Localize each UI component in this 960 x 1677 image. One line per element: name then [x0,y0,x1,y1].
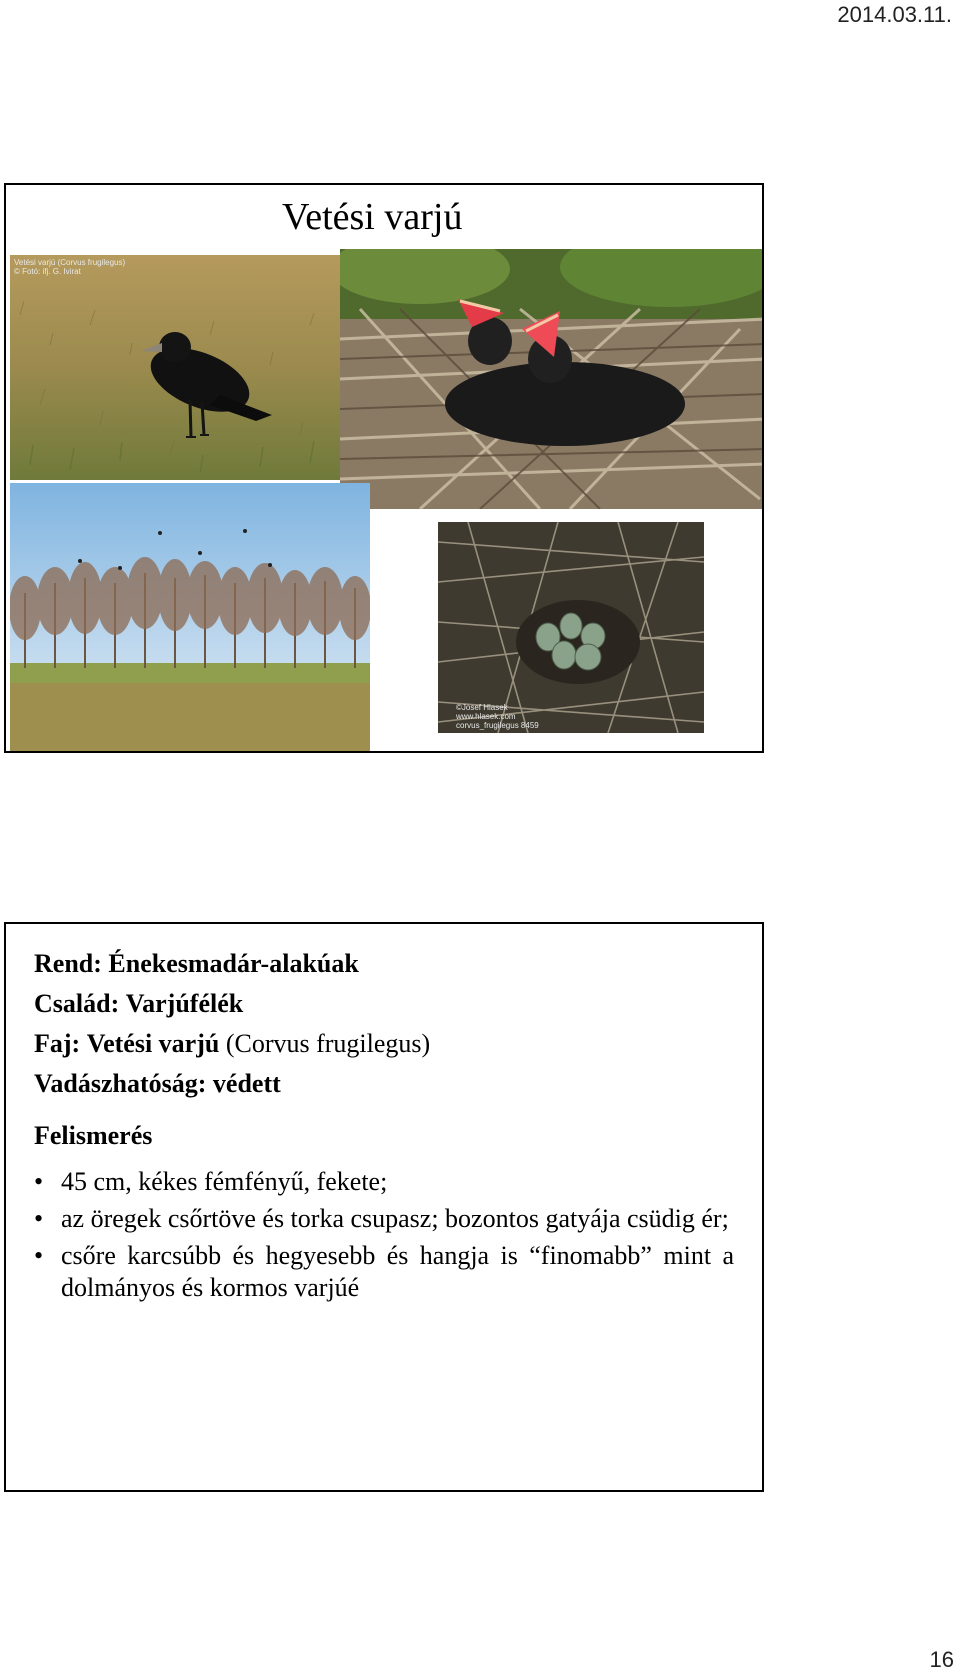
recognition-heading: Felismerés [34,1121,153,1150]
rookery-photo [10,483,370,753]
slide-top [4,183,764,753]
taxonomy-block [34,944,430,1104]
hunting-value: védett [212,1069,281,1098]
slide-bottom [4,922,764,1492]
species-latin-name: (Corvus frugilegus) [225,1029,431,1058]
recognition-list [34,1166,734,1309]
rook-photo-credit: Vetési varjú (Corvus frugilegus) © Fotó: ifj. G. Ivirat [14,258,126,276]
hunting-row [34,1064,430,1104]
slide-title: Vetési varjú [282,196,463,238]
nestlings-photo [340,249,764,509]
nest-eggs-photo [438,522,704,733]
order-value: Énekesmadár-alakúak [108,949,359,978]
family-row [34,984,430,1024]
species-label: Faj: [34,1029,81,1058]
family-label: Család: [34,989,120,1018]
header-date: 2014.03.11. [837,2,952,27]
rook-photo [10,255,342,480]
list-item: • csőre karcsúbb és hegyesebb és hangja is “finomabb” mint a dolmányos és kormos varjúé [34,1240,734,1304]
species-value: Vetési varjú [86,1029,220,1058]
family-value: Varjúfélék [125,989,244,1018]
hunting-label: Vadászhatóság: [34,1069,207,1098]
list-item: • az öregek csőrtöve és torka csupasz; bozontos gatyája csüdig ér; [34,1203,734,1235]
nest-eggs-photo-credit: ©Josef Hlasek www.hlasek.com corvus_frugilegus 8459 [456,703,539,730]
order-row [34,944,430,984]
species-row [34,1024,430,1064]
page-number: 16 [929,1647,954,1672]
list-item: • 45 cm, kékes fémfényű, fekete; [34,1166,734,1198]
order-label: Rend: [34,949,102,978]
